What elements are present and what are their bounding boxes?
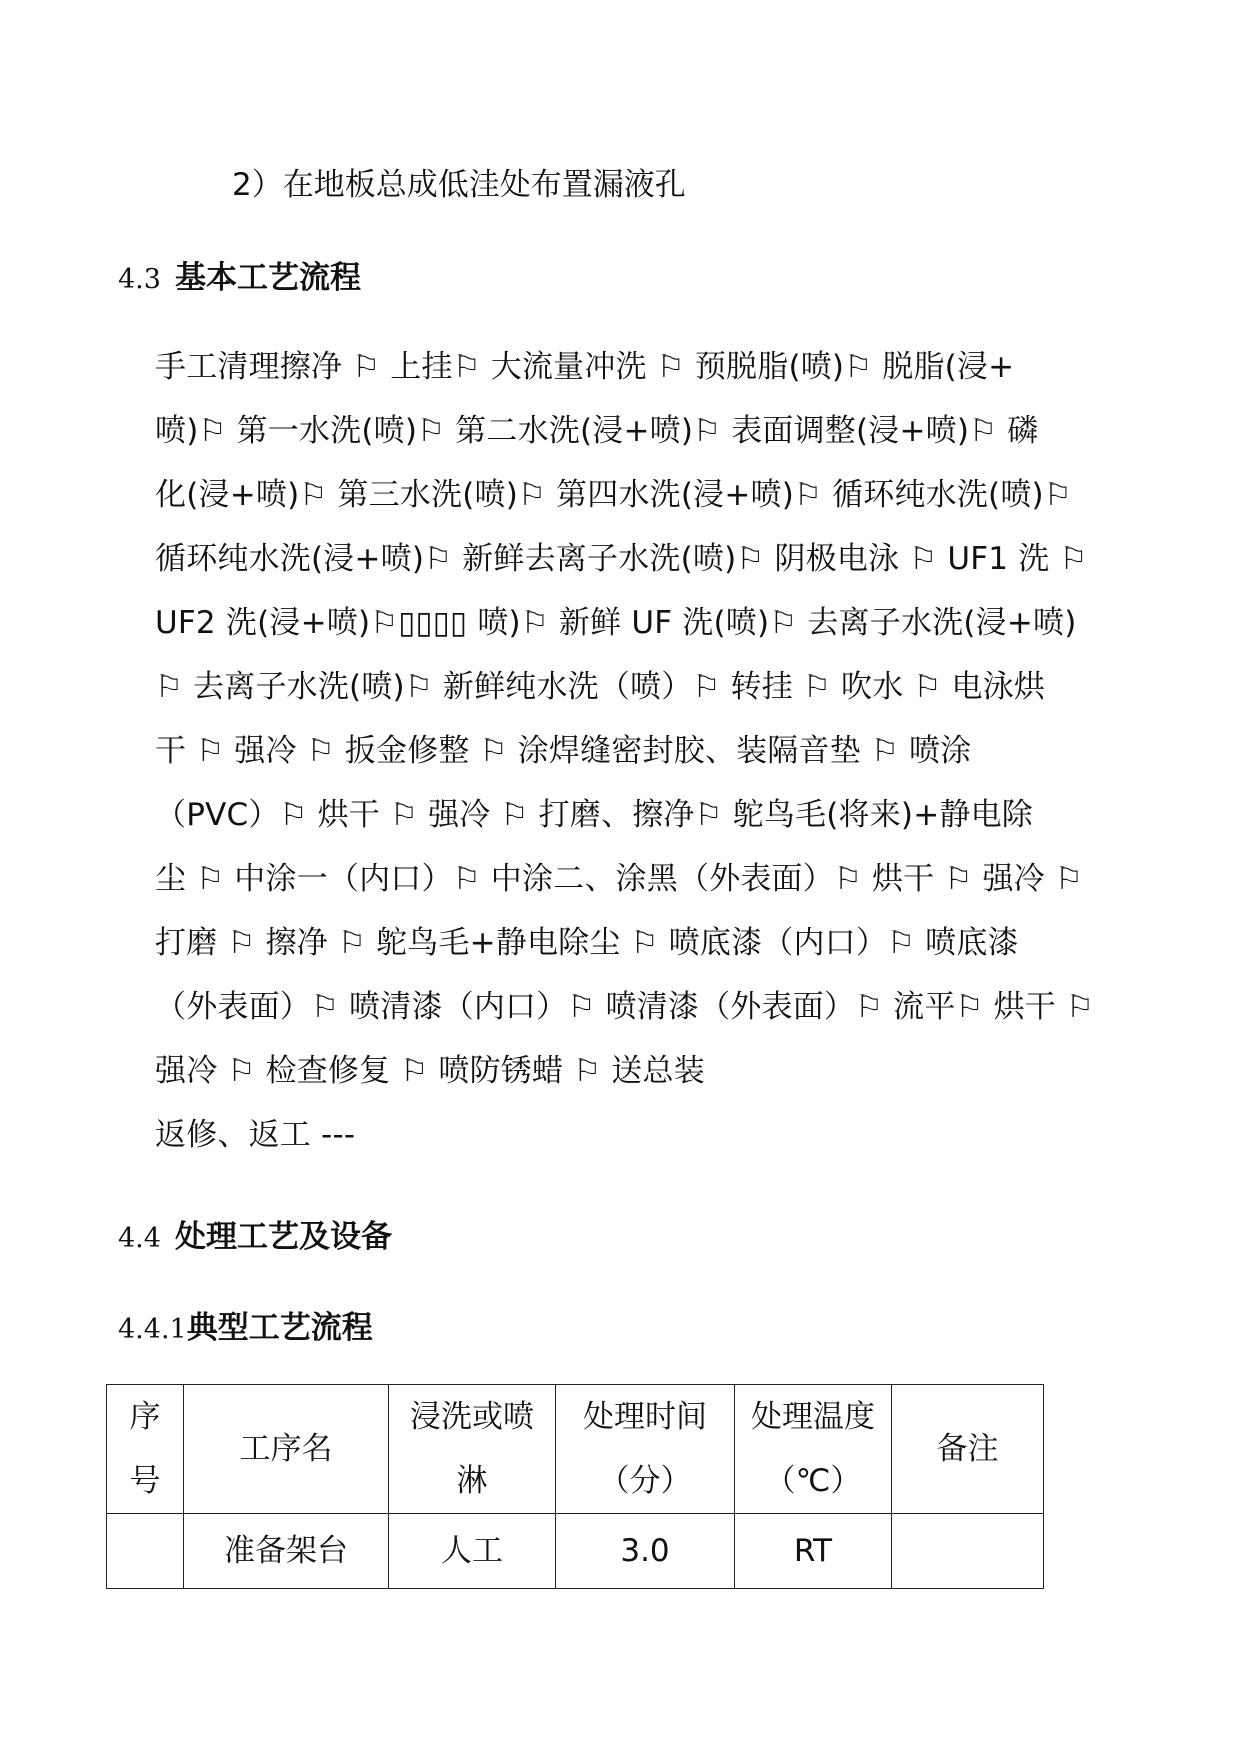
section-title: 典型工艺流程 (186, 1310, 373, 1346)
header-time-line-2: （分） (598, 1463, 692, 1499)
header-temperature-line-2: （℃） (764, 1463, 862, 1499)
flow-line: （外表面）⚐ 喷清漆（内口）⚐ 喷清漆（外表面）⚐ 流平⚐ 烘干 ⚐ (155, 989, 1095, 1025)
flow-line: 尘 ⚐ 中涂一（内口）⚐ 中涂二、涂黑（外表面）⚐ 烘干 ⚐ 强冷 ⚐ (155, 861, 1083, 897)
cell-temperature: RT (735, 1514, 892, 1589)
cell-time: 3.0 (556, 1514, 735, 1589)
flow-line: UF2 洗(浸+喷)⚐▯▯▯▯ 喷)⚐ 新鲜 UF 洗(喷)⚐ 去离子水洗(浸+喷) (155, 605, 1077, 641)
section-heading-4-4-1 (118, 1305, 373, 1353)
section-number: 4.3 (118, 264, 161, 295)
section-title: 处理工艺及设备 (174, 1219, 392, 1255)
flow-line: 循环纯水洗(浸+喷)⚐ 新鲜去离子水洗(喷)⚐ 阴极电泳 ⚐ UF1 洗 ⚐ (155, 541, 1088, 577)
cell-method: 人工 (389, 1514, 556, 1589)
header-temperature (735, 1385, 892, 1514)
table-header-row (107, 1385, 1044, 1514)
section-heading-4-3 (118, 255, 361, 303)
process-table (106, 1384, 1044, 1589)
flow-line: 强冷 ⚐ 检查修复 ⚐ 喷防锈蜡 ⚐ 送总装 (155, 1053, 705, 1089)
flow-line: （PVC）⚐ 烘干 ⚐ 强冷 ⚐ 打磨、擦净⚐ 鸵鸟毛(将来)+静电除 (155, 797, 1033, 833)
cell-process-name: 准备架台 (184, 1514, 389, 1589)
flow-line: 喷)⚐ 第一水洗(喷)⚐ 第二水洗(浸+喷)⚐ 表面调整(浸+喷)⚐ 磷 (155, 413, 1039, 449)
header-method (389, 1385, 556, 1514)
header-method-line-1: 浸洗或喷 (410, 1399, 534, 1435)
header-remarks: 备注 (892, 1385, 1044, 1514)
flow-line: 手工清理擦净 ⚐ 上挂⚐ 大流量冲洗 ⚐ 预脱脂(喷)⚐ 脱脂(浸+ (155, 349, 1015, 385)
section-heading-4-4 (118, 1214, 392, 1262)
header-temperature-line-1: 处理温度 (751, 1399, 875, 1435)
header-seq-line-2: 号 (129, 1463, 161, 1499)
cell-remarks (892, 1514, 1044, 1589)
cell-seq (107, 1514, 184, 1589)
header-time (556, 1385, 735, 1514)
flow-line: 干 ⚐ 强冷 ⚐ 扳金修整 ⚐ 涂焊缝密封胶、装隔音垫 ⚐ 喷涂 (155, 733, 972, 769)
section-number: 4.4.1 (118, 1314, 187, 1345)
header-process-name: 工序名 (184, 1385, 389, 1514)
header-seq-line-1: 序 (129, 1399, 161, 1435)
table-row (107, 1514, 1044, 1589)
flow-line: 化(浸+喷)⚐ 第三水洗(喷)⚐ 第四水洗(浸+喷)⚐ 循环纯水洗(喷)⚐ (155, 477, 1072, 513)
flow-line: ⚐ 去离子水洗(喷)⚐ 新鲜纯水洗（喷）⚐ 转挂 ⚐ 吹水 ⚐ 电泳烘 (155, 669, 1046, 705)
header-method-line-2: 淋 (456, 1463, 488, 1499)
section-title: 基本工艺流程 (174, 260, 361, 296)
flow-line: 打磨 ⚐ 擦净 ⚐ 鸵鸟毛+静电除尘 ⚐ 喷底漆（内口）⚐ 喷底漆 (155, 925, 1019, 961)
header-seq (107, 1385, 184, 1514)
header-time-line-1: 处理时间 (583, 1399, 707, 1435)
flow-line: 返修、返工 --- (155, 1117, 356, 1153)
list-item-2: 2）在地板总成低洼处布置漏液孔 (232, 167, 686, 203)
section-number: 4.4 (118, 1223, 161, 1254)
